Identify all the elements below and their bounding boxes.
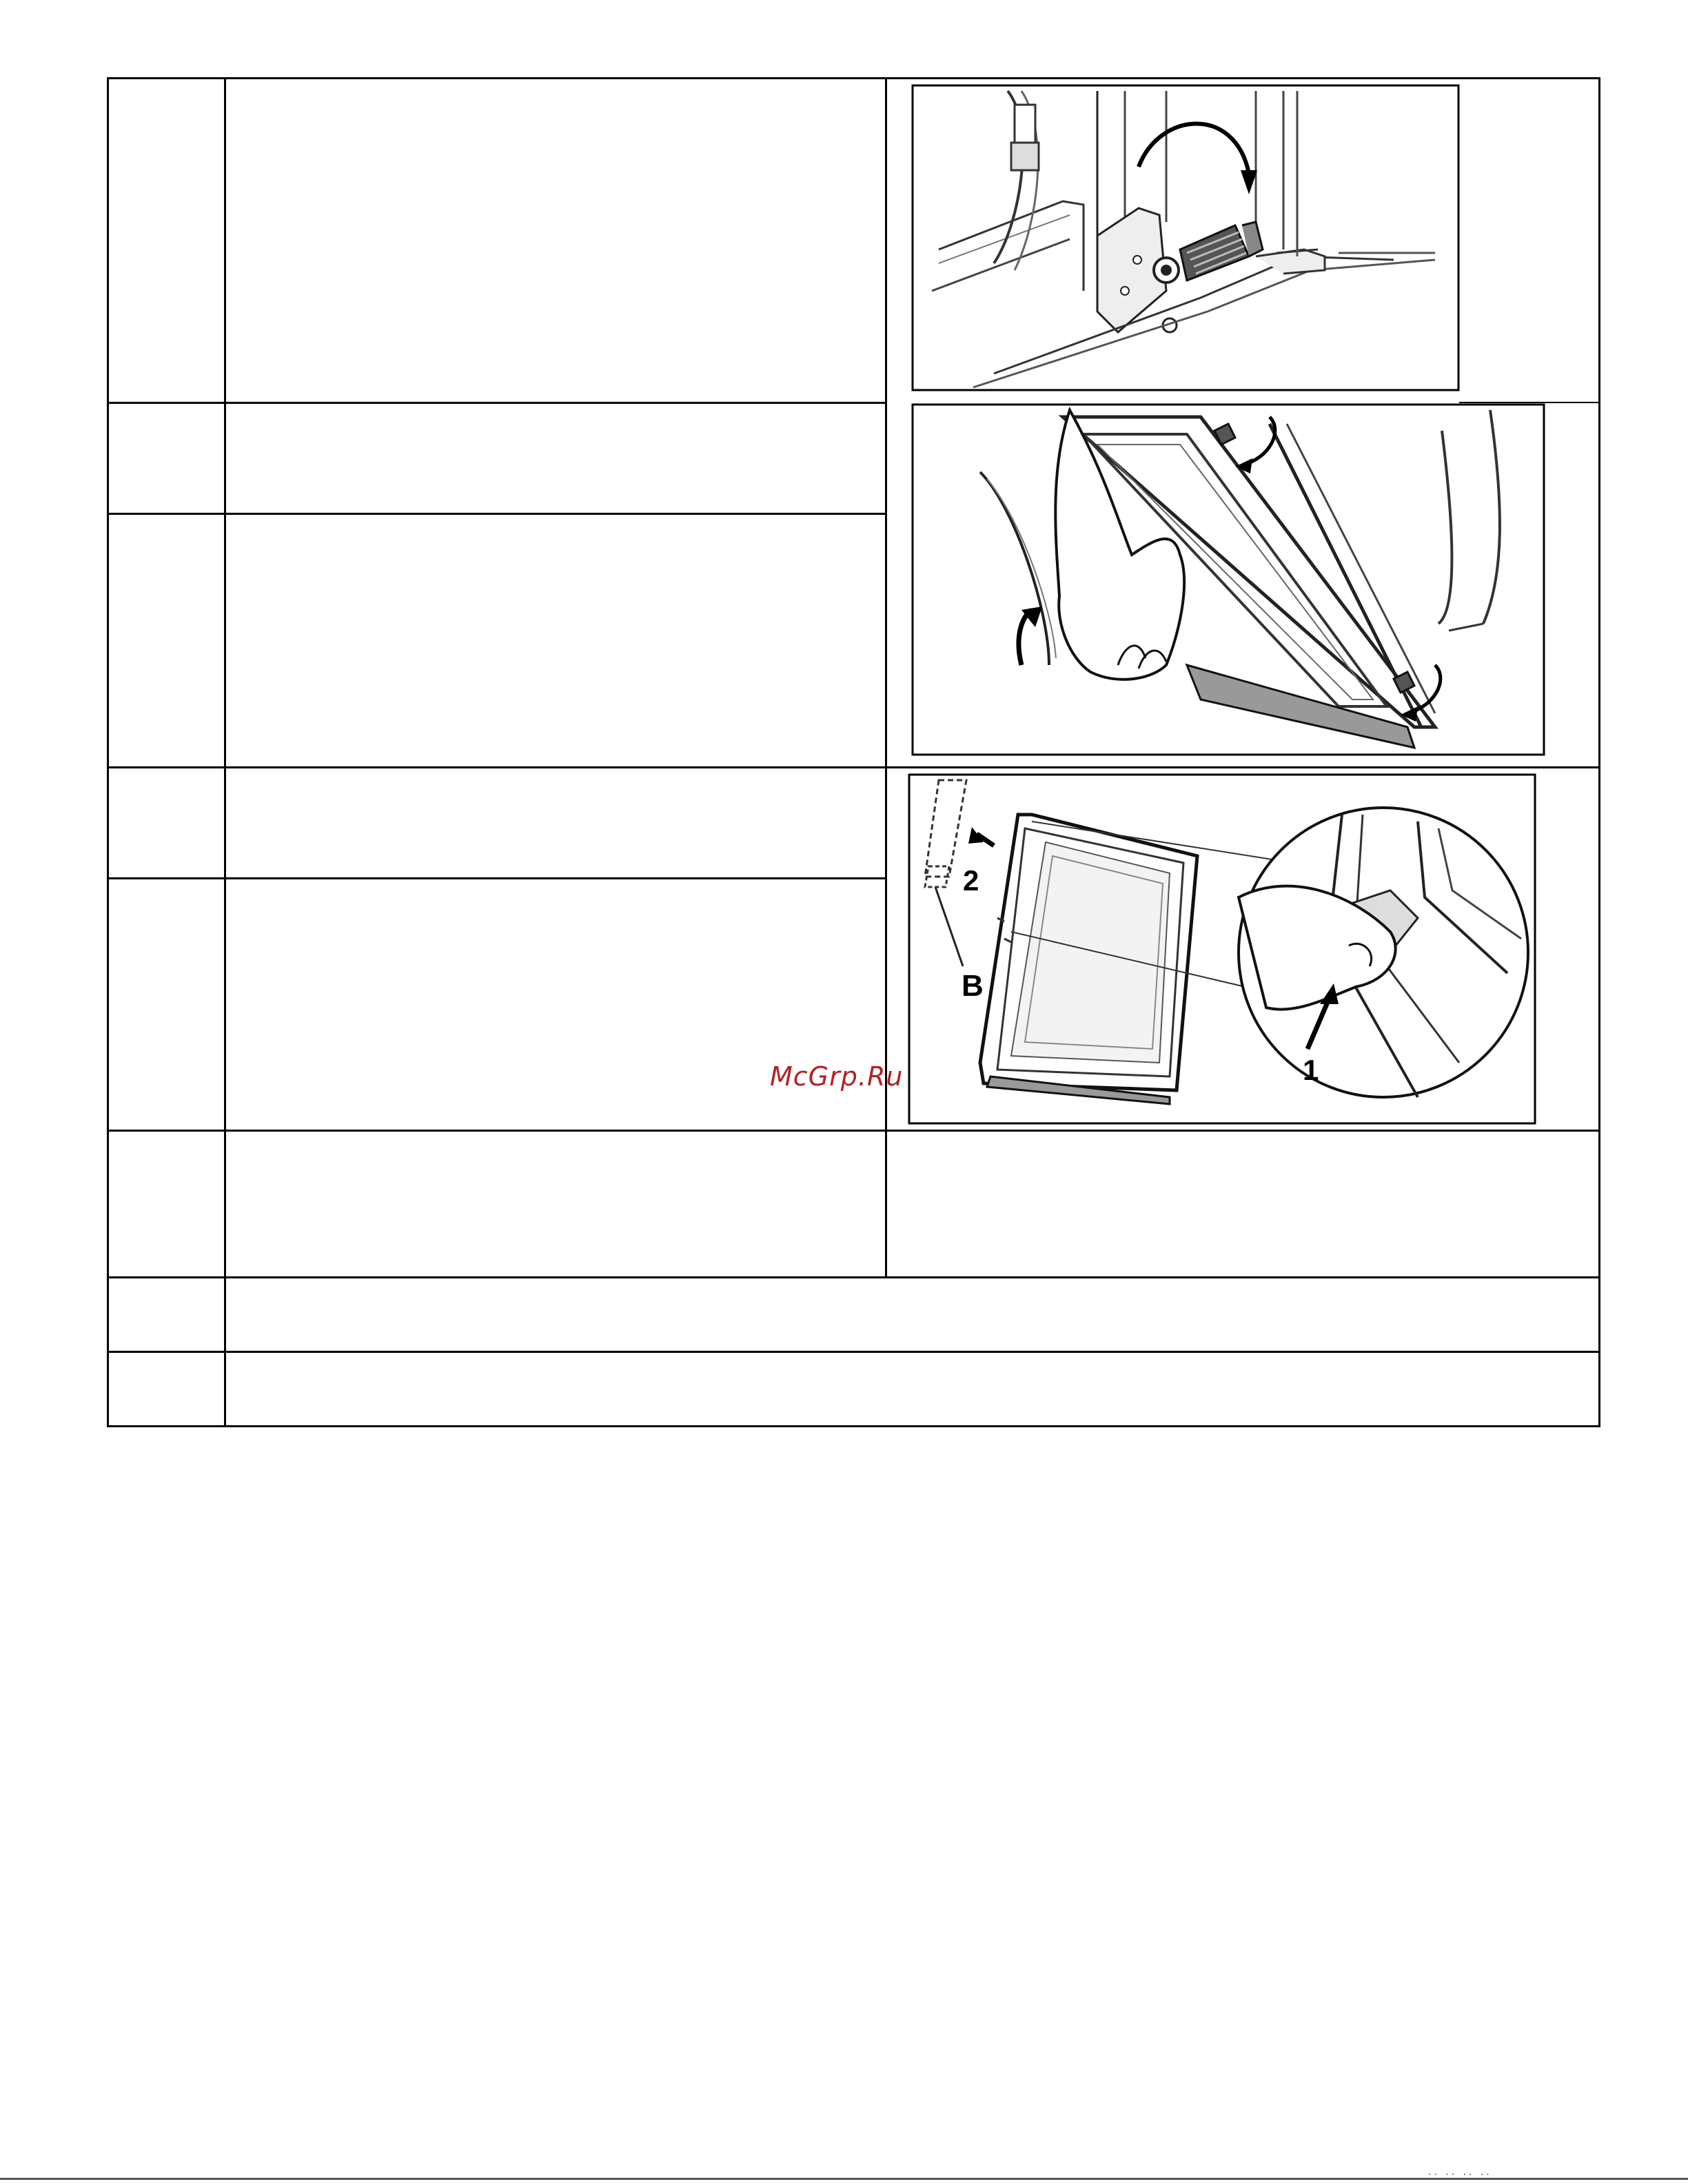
table-border-top — [107, 77, 1600, 79]
glass-panel-illustration — [908, 773, 1536, 1125]
door-lift-figure — [911, 403, 1545, 756]
row-divider-4 — [107, 877, 887, 879]
scan-artifact-text: ·· ·· ·· ·· — [1427, 2170, 1491, 2181]
row-divider-5 — [107, 1130, 1600, 1132]
label-step-2: 2 — [963, 864, 979, 897]
column-divider-image — [885, 77, 887, 1278]
door-lift-illustration — [911, 403, 1545, 756]
table-border-right — [1598, 77, 1600, 1427]
hinge-illustration — [911, 84, 1460, 391]
row-divider-7 — [107, 1351, 1600, 1353]
table-border-left — [107, 77, 109, 1427]
watermark: McGrp.Ru — [770, 1061, 904, 1092]
table-border-bottom — [107, 1425, 1600, 1427]
row-divider-2 — [107, 513, 887, 515]
label-b: B — [962, 969, 984, 1003]
row-divider-1 — [107, 402, 887, 404]
row-divider-6 — [107, 1276, 1600, 1278]
row-divider-3 — [107, 766, 1600, 768]
glass-panel-figure — [908, 773, 1536, 1125]
column-divider-step — [224, 77, 226, 1427]
label-step-1: 1 — [1303, 1054, 1319, 1086]
hinge-figure — [911, 84, 1460, 391]
